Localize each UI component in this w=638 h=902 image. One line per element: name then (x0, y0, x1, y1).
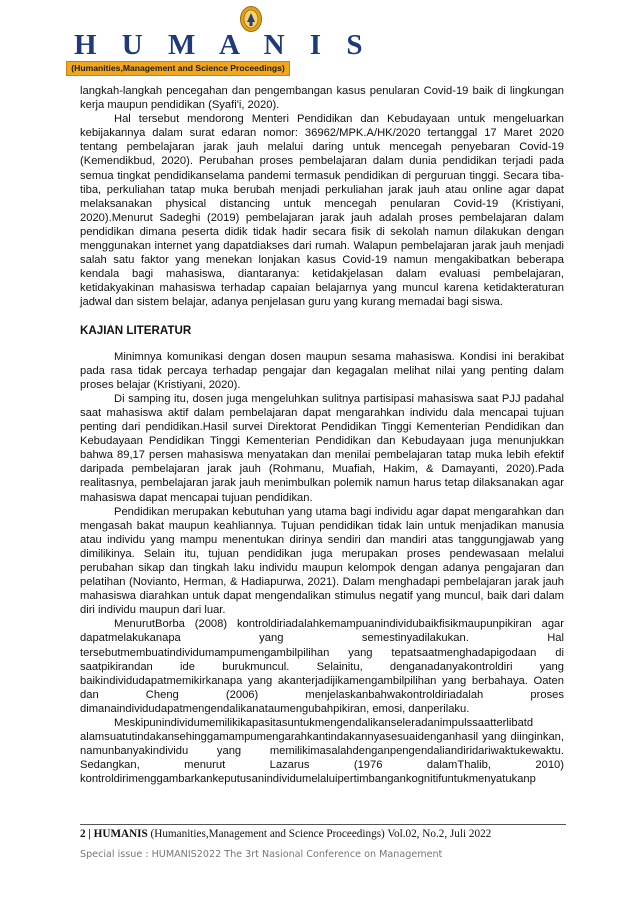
footer-journal-details: (Humanities,Management and Science Proceedings) Vol.02, No.2, Juli 2022 (147, 828, 492, 840)
footer-separator: | (85, 828, 94, 840)
body-paragraph: Meskipunindividumemilikikapasitasuntukmengendalikanseleradanimpulssaatterlibatd alamsuatutindakansehinggamampumengarahkantindakannyasesuaidenganhasil yang diinginkan, namunbanyakindividu yang memilikimasalahdenganpengendaliandiridariwaktukewaktu. Sedangkan, menurut Lazarus (1976 dalamThalib, 2010) kontroldirimenggambarkankeputusanindividumelaluipertimbangankognitifuntukmenyatukanp (80, 717, 564, 786)
body-paragraph: Di samping itu, dosen juga mengeluhkan sulitnya partisipasi mahasiswa saat PJJ padahal saat mahasiswa aktif dalam pembelajaran dapat mengarahkan individu dala mencapai tujuan penting dari pendidikan.Hasil survei Direktorat Pendidikan Tinggi Kementerian Pendidikan dan Kebudayaan Pendidikan Tinggi Kementerian Pendidikan dan Kebudayaan juga menunjukkan bahwa 89,17 persen mahasiswa menyatakan dan menilai pembelajaran tatap muka lebih efektif daripada pembelajaran jarak jauh (Rohmanu, Muafiah, Hakim, & Damayanti, 2020).Pada realitasnya, pembelajaran jarak jauh menimbulkan polemik namun harus tetap dilaksanakan agar mahasiswa dapat mencapai tujuan pendidikan. (80, 392, 564, 504)
body-paragraph: MenurutBorba (2008) kontroldiriadalahkemampuanindividubaikfisikmaupunpikiran agar dapatmelakukanapa yang semestinyadilakukan. Hal tersebutmembuatindividumampumengambilpilihan yang tepatsaatmenghadapigodaan di saatpikirandan ide burukmuncul. Selainitu, denganadanyakontroldiri yang baikindividudapatmemikirkanapa yang akanterjadijikamengambilpilihan yang berbahaya. Oaten dan Cheng (2006) menjelaskanbahwakontroldiriadalah proses dimanaindividudapatmengendalikanataumengubahpikiran, emosi, danperilaku. (80, 618, 564, 715)
journal-subtitle-banner: (Humanities,Management and Science Proceedings) (66, 61, 290, 76)
article-body (80, 84, 564, 787)
body-paragraph: Hal tersebut mendorong Menteri Pendidikan dan Kebudayaan untuk mengeluarkan kebijakannya dalam surat edaran nomor: 36962/MPK.A/HK/2020 tertanggal 17 Maret 2020 tentang pembelajaran jarak jauh melalui daring untuk mencegah penyebaran Covid-19 (Kemendikbud, 2020). Perubahan proses pembelajaran dalam dunia pendidikan terjadi pada semua tingkat pendidikanselama pandemi termasuk pendidikan di perguruan tinggi. Secara tiba-tiba, perkuliahan tatap muka berubah menjadi perkuliahan jarak jauh atau online agar dapat melaksanakan physical distancing untuk mencegah penularan Covid-19 (Kristiyani, 2020).Menurut Sadeghi (2019) pembelajaran jarak jauh adalah proses pembelajaran dalam pendidikan dimana peserta didik tidak hadir secara fisik di sekolah namun dilakukan dengan menggunakan internet yang dapatdiakses dari rumah. Walapun pembelajaran jarak jauh menjadi salah satu faktor yang menekan lonjakan kasus Covid-19 namun mengakibatkan beberapa kendala bagi mahasiswa, diantaranya: ketidakjelasan dalam evaluasi pembelajaran, ketidakyakinan mahasiswa terhadap capaian belajarnya yang muncul karena ketidakteraturan jadwal dan sistem belajar, adanya penjelasan guru yang kurang memadai bagi siswa. (80, 113, 564, 309)
page-number: 2 (80, 828, 86, 840)
footer-divider (80, 824, 566, 825)
special-issue-note: Special issue : HUMANIS2022 The 3rt Nasional Conference on Management (80, 849, 443, 860)
body-paragraph: langkah-langkah pencegahan dan pengembangan kasus penularan Covid-19 baik di lingkungan kerja maupun pendidikan (Syafi'i, 2020). (80, 85, 564, 112)
footer-journal-name: HUMANIS (93, 828, 148, 840)
journal-header (66, 4, 372, 78)
body-paragraph: Minimnya komunikasi dengan dosen maupun sesama mahasiswa. Kondisi ini berakibat pada rasa tidak percaya terhadap pengajar dan kegagalan melihat nilai yang penting dalam proses belajar (Kristiyani, 2020). (80, 350, 564, 391)
journal-logo-text: H U M A N I S (74, 29, 372, 61)
section-heading: KAJIAN LITERATUR (80, 323, 192, 337)
page-footer (80, 828, 491, 840)
body-paragraph: Pendidikan merupakan kebutuhan yang utama bagi individu agar dapat mengarahkan dan mengasah bakat maupun keahliannya. Tujuan pendidikan tidak lain untuk menjadikan manusia atau individu yang mampu menentukan dirinya sendiri dan mandiri atas tanggungjawab yang dimilikinya. Selain itu, tujuan pendidikan juga merupakan proses pendewasaan melalui perubahan sikap dan tingkah laku individu maupun kelompok dengan adanya pengajaran dan pelatihan (Novianto, Herman, & Hadiapurwa, 2021). Dalam menghadapi pembelajaran jarak jauh mahasiswa diarahkan untuk dapat mengendalikan stimulus negatif yang muncul, baik dari dalam diri individu maupun dari luar. (80, 505, 564, 617)
